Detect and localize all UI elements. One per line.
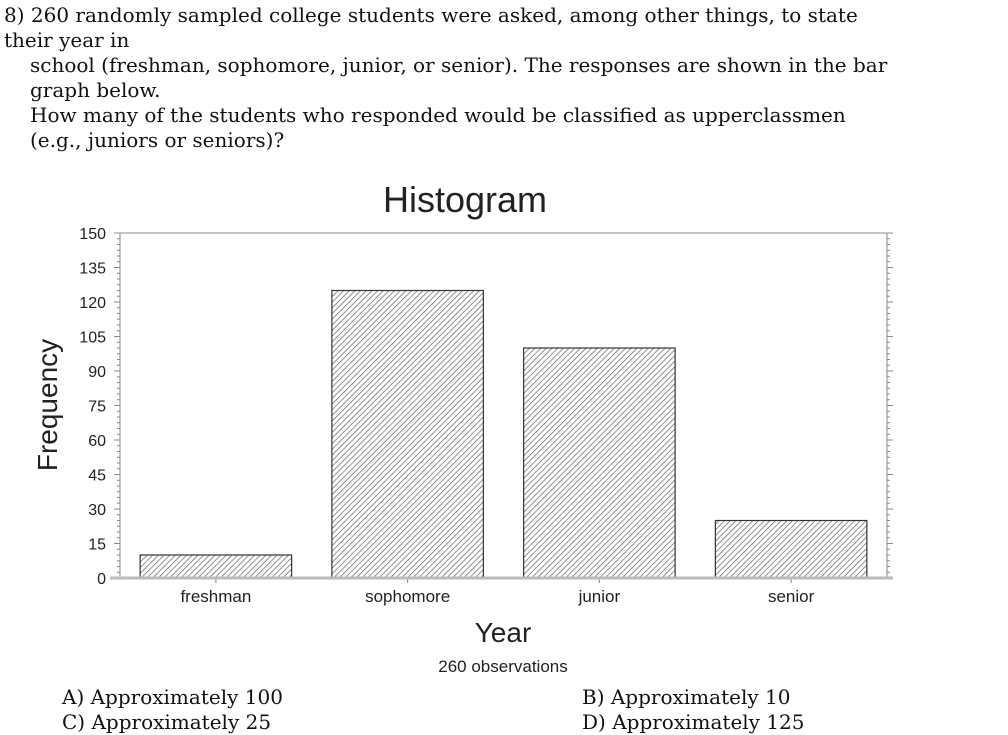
x-tick-label: senior xyxy=(767,587,815,606)
y-axis-label: Frequency xyxy=(32,338,63,472)
question-line: How many of the students who responded would be classified as upperclassmen xyxy=(30,103,846,127)
bar-senior xyxy=(715,521,866,579)
histogram-chart xyxy=(0,170,1008,680)
bar-junior xyxy=(524,348,675,578)
answer-option-b[interactable]: B) Approximately 10 xyxy=(582,685,791,709)
y-tick-label: 150 xyxy=(79,226,106,243)
question-text xyxy=(4,3,1004,153)
chart-title: Histogram xyxy=(382,179,548,220)
y-tick-label: 120 xyxy=(79,295,106,312)
y-tick-label: 0 xyxy=(97,571,106,588)
y-tick-label: 30 xyxy=(88,502,106,519)
question-line: (e.g., juniors or seniors)? xyxy=(30,128,285,152)
y-tick-label: 15 xyxy=(88,536,106,554)
y-tick-label: 90 xyxy=(88,364,106,381)
y-tick-label: 135 xyxy=(79,260,106,278)
bar-freshman xyxy=(140,555,291,578)
question-line: 8) 260 randomly sampled college students were asked, among other things, to state xyxy=(4,3,858,27)
x-tick-label: sophomore xyxy=(365,587,451,606)
observations-note: 260 observations xyxy=(438,657,568,676)
x-axis-label: Year xyxy=(474,617,532,648)
x-tick-label: freshman xyxy=(180,587,252,606)
answer-option-d[interactable]: D) Approximately 125 xyxy=(582,710,805,734)
bar-sophomore xyxy=(332,291,483,579)
y-tick-label: 105 xyxy=(79,329,106,347)
y-tick-label: 75 xyxy=(88,398,106,416)
x-tick-label: junior xyxy=(578,587,621,606)
question-line: school (freshman, sophomore, junior, or senior). The responses are shown in the bar xyxy=(30,53,888,77)
answer-option-a[interactable]: A) Approximately 100 xyxy=(62,685,283,709)
answer-option-c[interactable]: C) Approximately 25 xyxy=(62,710,272,734)
y-tick-label: 45 xyxy=(88,467,106,485)
question-line: graph below. xyxy=(30,78,161,102)
question-line: their year in xyxy=(4,28,130,52)
y-tick-label: 60 xyxy=(88,433,106,450)
